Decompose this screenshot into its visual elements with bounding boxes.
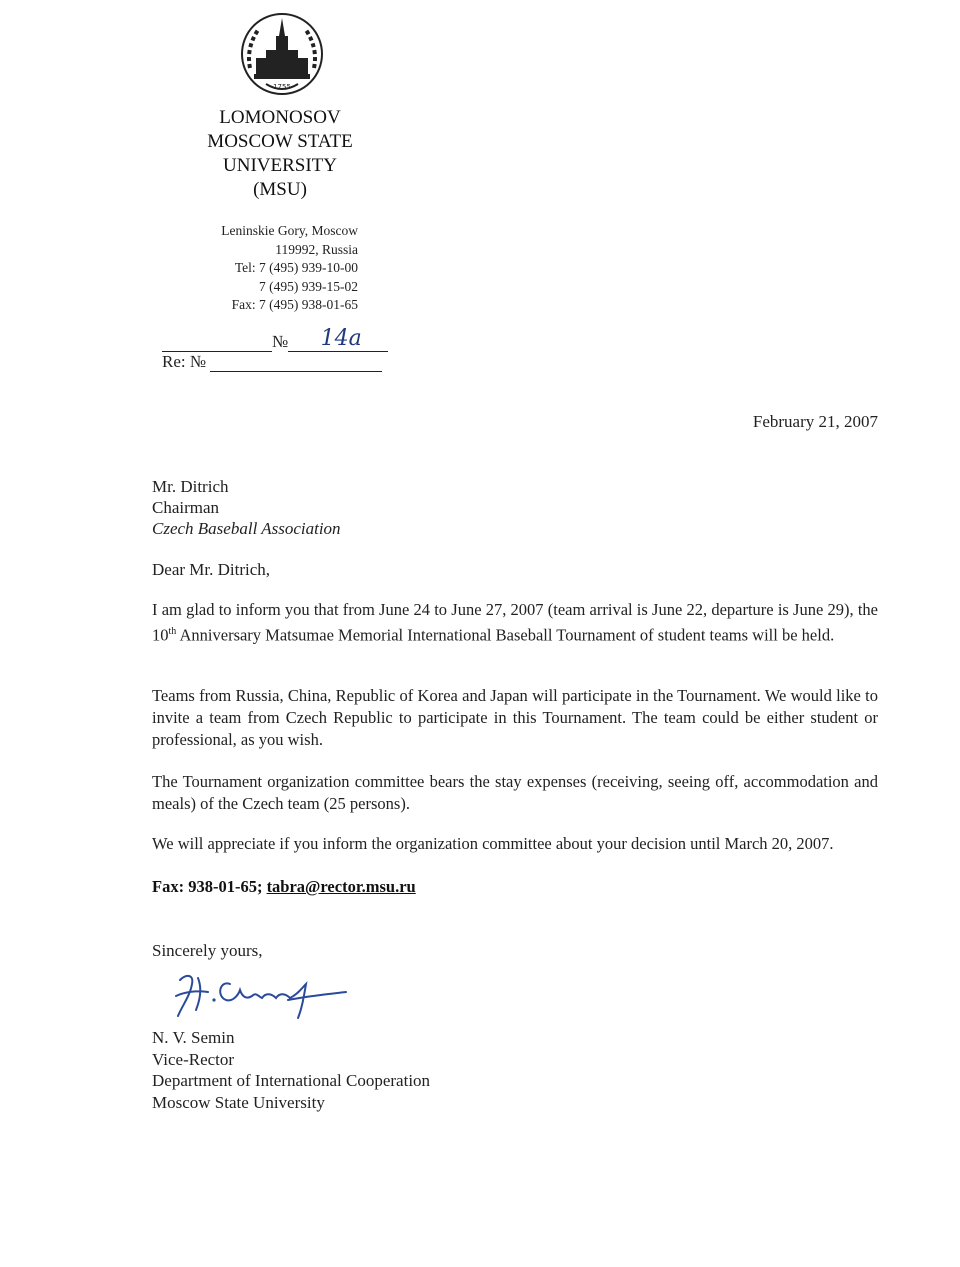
- letter-date: February 21, 2007: [752, 412, 878, 431]
- letterhead-contact: [150, 222, 358, 315]
- body-paragraph: [152, 599, 878, 647]
- tel-line: [150, 259, 358, 278]
- body-paragraph: Teams from Russia, China, Republic of Korea and Japan will participate in the Tournament. We would like to invite a team from Czech Republic to participate in this Tournament. The team could be either student or professional, as you wish.: [152, 686, 878, 749]
- university-name-line: MOSCOW STATE: [207, 131, 353, 152]
- signer-name: N. V. Semin: [152, 1028, 235, 1047]
- tel-number: 7 (495) 939-15-02: [259, 278, 358, 294]
- tel-label: Tel:: [234, 260, 256, 275]
- recipient-organization: Czech Baseball Association: [152, 519, 341, 538]
- contact-email-link[interactable]: tabra@rector.msu.ru: [266, 877, 416, 896]
- university-logo: [236, 8, 328, 100]
- contact-fax: Fax: 938-01-65;: [152, 877, 263, 896]
- signer-title: Vice-Rector: [152, 1049, 235, 1069]
- salutation: Dear Mr. Ditrich,: [152, 560, 271, 579]
- contact-line: [152, 877, 416, 897]
- recipient-block: [152, 476, 341, 539]
- fax-line: [150, 296, 358, 315]
- handwritten-signature: [168, 966, 368, 1022]
- ordinal-suffix: th: [168, 626, 177, 637]
- body-paragraph: The Tournament organization committee bears the stay expenses (receiving, seeing off, accommodation and meals) of the Czech team (25 persons).: [152, 772, 878, 813]
- university-name-line: UNIVERSITY: [223, 155, 337, 176]
- tel-number: 7 (495) 939-10-00: [259, 260, 358, 275]
- fax-label: Fax:: [231, 297, 256, 312]
- paragraph-text: I am glad to inform you that from June 24 to June 27, 2007 (team arrival is June 22, departure is June 29), the 10: [152, 600, 878, 645]
- signer-block: [152, 1027, 430, 1113]
- body-paragraph: We will appreciate if you inform the organization committee about your decision until March 20, 2007.: [152, 834, 834, 853]
- university-name-line: (MSU): [253, 179, 307, 200]
- logo-year: 1755: [273, 83, 291, 91]
- address-line: Leninskie Gory, Moscow: [221, 223, 358, 238]
- recipient-name: Mr. Ditrich: [152, 477, 229, 496]
- handwritten-number: 14a: [288, 326, 388, 352]
- fax-number: 7 (495) 938-01-65: [259, 297, 358, 312]
- university-name: [150, 106, 410, 202]
- re-label: Re: №: [162, 352, 207, 371]
- tel-line: [150, 278, 358, 297]
- university-name-line: LOMONOSOV: [219, 107, 341, 128]
- blank-line: [162, 337, 272, 352]
- number-label: №: [272, 332, 289, 351]
- recipient-title: Chairman: [152, 498, 220, 517]
- reference-number: [162, 326, 388, 352]
- address-line: 119992, Russia: [275, 241, 358, 257]
- blank-line: [210, 357, 382, 372]
- closing: Sincerely yours,: [152, 941, 263, 960]
- reply-reference: [162, 352, 382, 372]
- paragraph-text: Anniversary Matsumae Memorial International Baseball Tournament of student teams will be held.: [176, 625, 835, 645]
- signer-institution: Moscow State University: [152, 1092, 325, 1112]
- signer-department: Department of International Cooperation: [152, 1071, 431, 1090]
